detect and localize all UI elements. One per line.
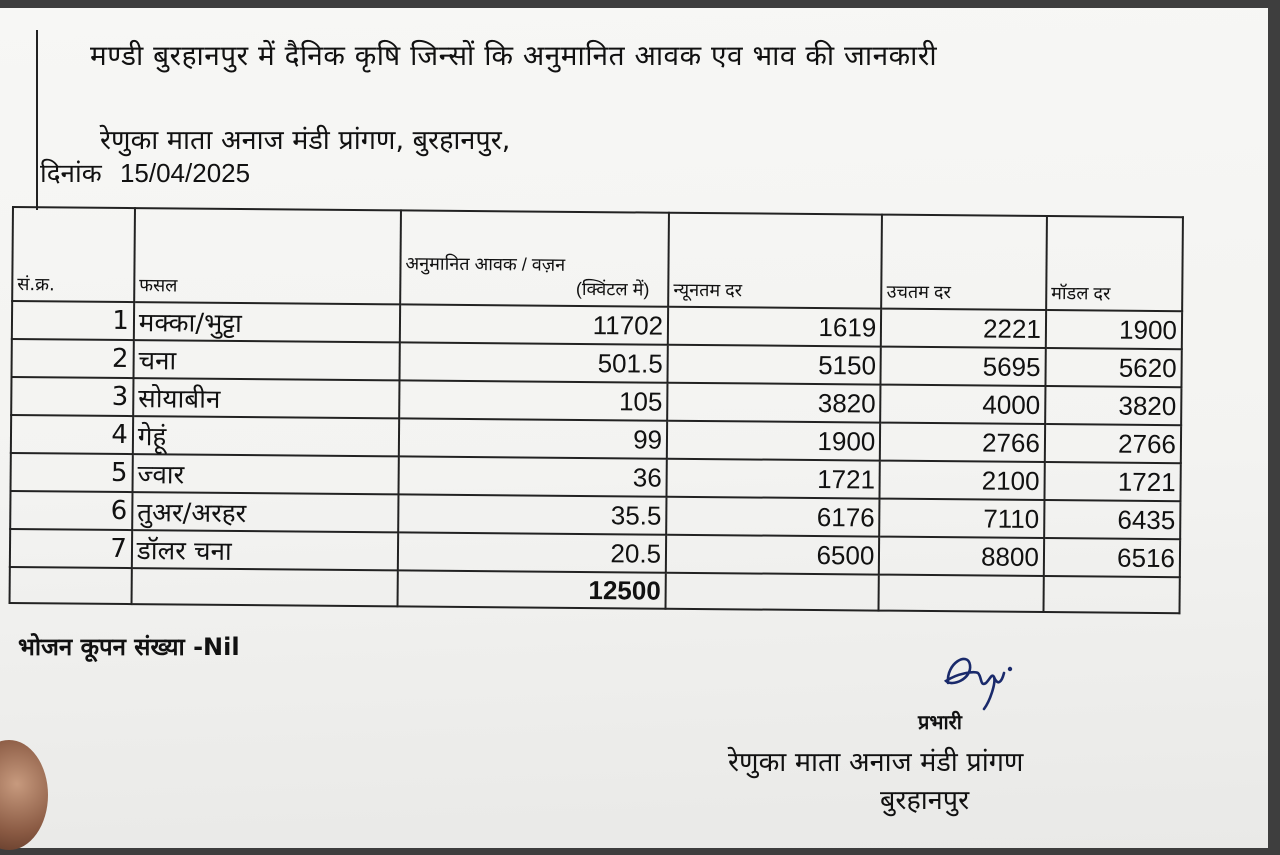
cell-modal-rate: 1900: [1046, 310, 1182, 349]
cell-quantity: 99: [399, 418, 667, 458]
header-min-rate: न्यूनतम दर: [668, 213, 882, 309]
header-quantity-unit: (क्विंटल में): [575, 278, 650, 300]
cell-max-rate: 2221: [881, 309, 1046, 348]
office-name: रेणुका माता अनाज मंडी प्रांगण: [728, 747, 1024, 778]
cell-crop: डॉलर चना: [132, 530, 398, 570]
cell-empty: [666, 573, 880, 611]
date-label: दिनांक: [40, 159, 102, 189]
document-page: [0, 8, 1268, 848]
cell-modal-rate: 3820: [1045, 386, 1181, 425]
cell-crop: ज्वार: [132, 454, 398, 494]
cell-modal-rate: 2766: [1045, 424, 1181, 463]
cell-crop: सोयाबीन: [133, 378, 399, 418]
cell-min-rate: 1619: [668, 307, 882, 347]
header-modal-rate: मॉडल दर: [1046, 216, 1183, 311]
cell-empty: [131, 568, 397, 606]
header-serial: सं.क्र.: [12, 207, 135, 302]
cell-empty: [879, 575, 1044, 612]
cell-empty: [1043, 576, 1179, 613]
cell-crop: तुअर/अरहर: [132, 492, 398, 532]
total-quantity: 12500: [397, 570, 665, 608]
cell-modal-rate: 6516: [1044, 538, 1180, 577]
cell-min-rate: 5150: [668, 345, 882, 385]
cell-quantity: 36: [398, 456, 666, 496]
document-title: मण्डी बुरहानपुर में दैनिक कृषि जिन्सों कि अनुमानित आवक एव भाव की जानकारी: [90, 39, 938, 72]
cell-max-rate: 5695: [881, 347, 1046, 386]
signature-icon: [938, 643, 1018, 713]
cell-max-rate: 4000: [881, 385, 1046, 424]
cell-quantity: 105: [399, 380, 667, 420]
header-quantity-label: अनुमानित आवक / वज़न: [405, 253, 566, 275]
cell-min-rate: 1721: [667, 459, 881, 499]
date-value: 15/04/2025: [119, 158, 251, 188]
cell-serial: 1: [12, 301, 134, 340]
cell-quantity: 11702: [400, 304, 668, 344]
market-location: रेणुका माता अनाज मंडी प्रांगण, बुरहानपुर,: [100, 125, 511, 156]
margin-rule: [36, 30, 38, 210]
cell-min-rate: 1900: [667, 421, 881, 461]
cell-modal-rate: 1721: [1044, 462, 1180, 501]
table-header-row: [12, 207, 1183, 311]
cell-max-rate: 8800: [879, 537, 1044, 576]
cell-quantity: 501.5: [399, 342, 667, 382]
date-line: [40, 154, 250, 190]
cell-crop: गेहूं: [133, 416, 399, 456]
header-max-rate: उचतम दर: [882, 215, 1047, 310]
cell-serial: 3: [11, 377, 133, 416]
cell-min-rate: 3820: [667, 383, 881, 423]
cell-crop: मक्का/भुट्टा: [134, 302, 400, 342]
cell-serial: 2: [12, 339, 134, 378]
cell-modal-rate: 5620: [1045, 348, 1181, 387]
cell-serial: 5: [11, 453, 133, 492]
cell-crop: चना: [133, 340, 399, 380]
cell-modal-rate: 6435: [1044, 500, 1180, 539]
header-crop: फसल: [134, 208, 401, 304]
cell-quantity: 35.5: [398, 494, 666, 534]
rates-table: [9, 206, 1184, 614]
cell-max-rate: 2100: [880, 461, 1045, 500]
cell-serial: 4: [11, 415, 133, 454]
header-quantity: [400, 210, 669, 306]
incharge-label: प्रभारी: [918, 710, 962, 734]
cell-max-rate: 2766: [880, 423, 1045, 462]
cell-max-rate: 7110: [880, 499, 1045, 538]
cell-min-rate: 6176: [666, 497, 880, 537]
office-city: बुरहानपुर: [880, 785, 970, 816]
cell-quantity: 20.5: [398, 532, 666, 572]
meal-coupon-note: भोजन कूपन संख्या -Nil: [18, 633, 240, 661]
cell-empty: [10, 567, 132, 604]
cell-min-rate: 6500: [666, 535, 880, 575]
cell-serial: 6: [10, 491, 132, 530]
cell-serial: 7: [10, 529, 132, 568]
